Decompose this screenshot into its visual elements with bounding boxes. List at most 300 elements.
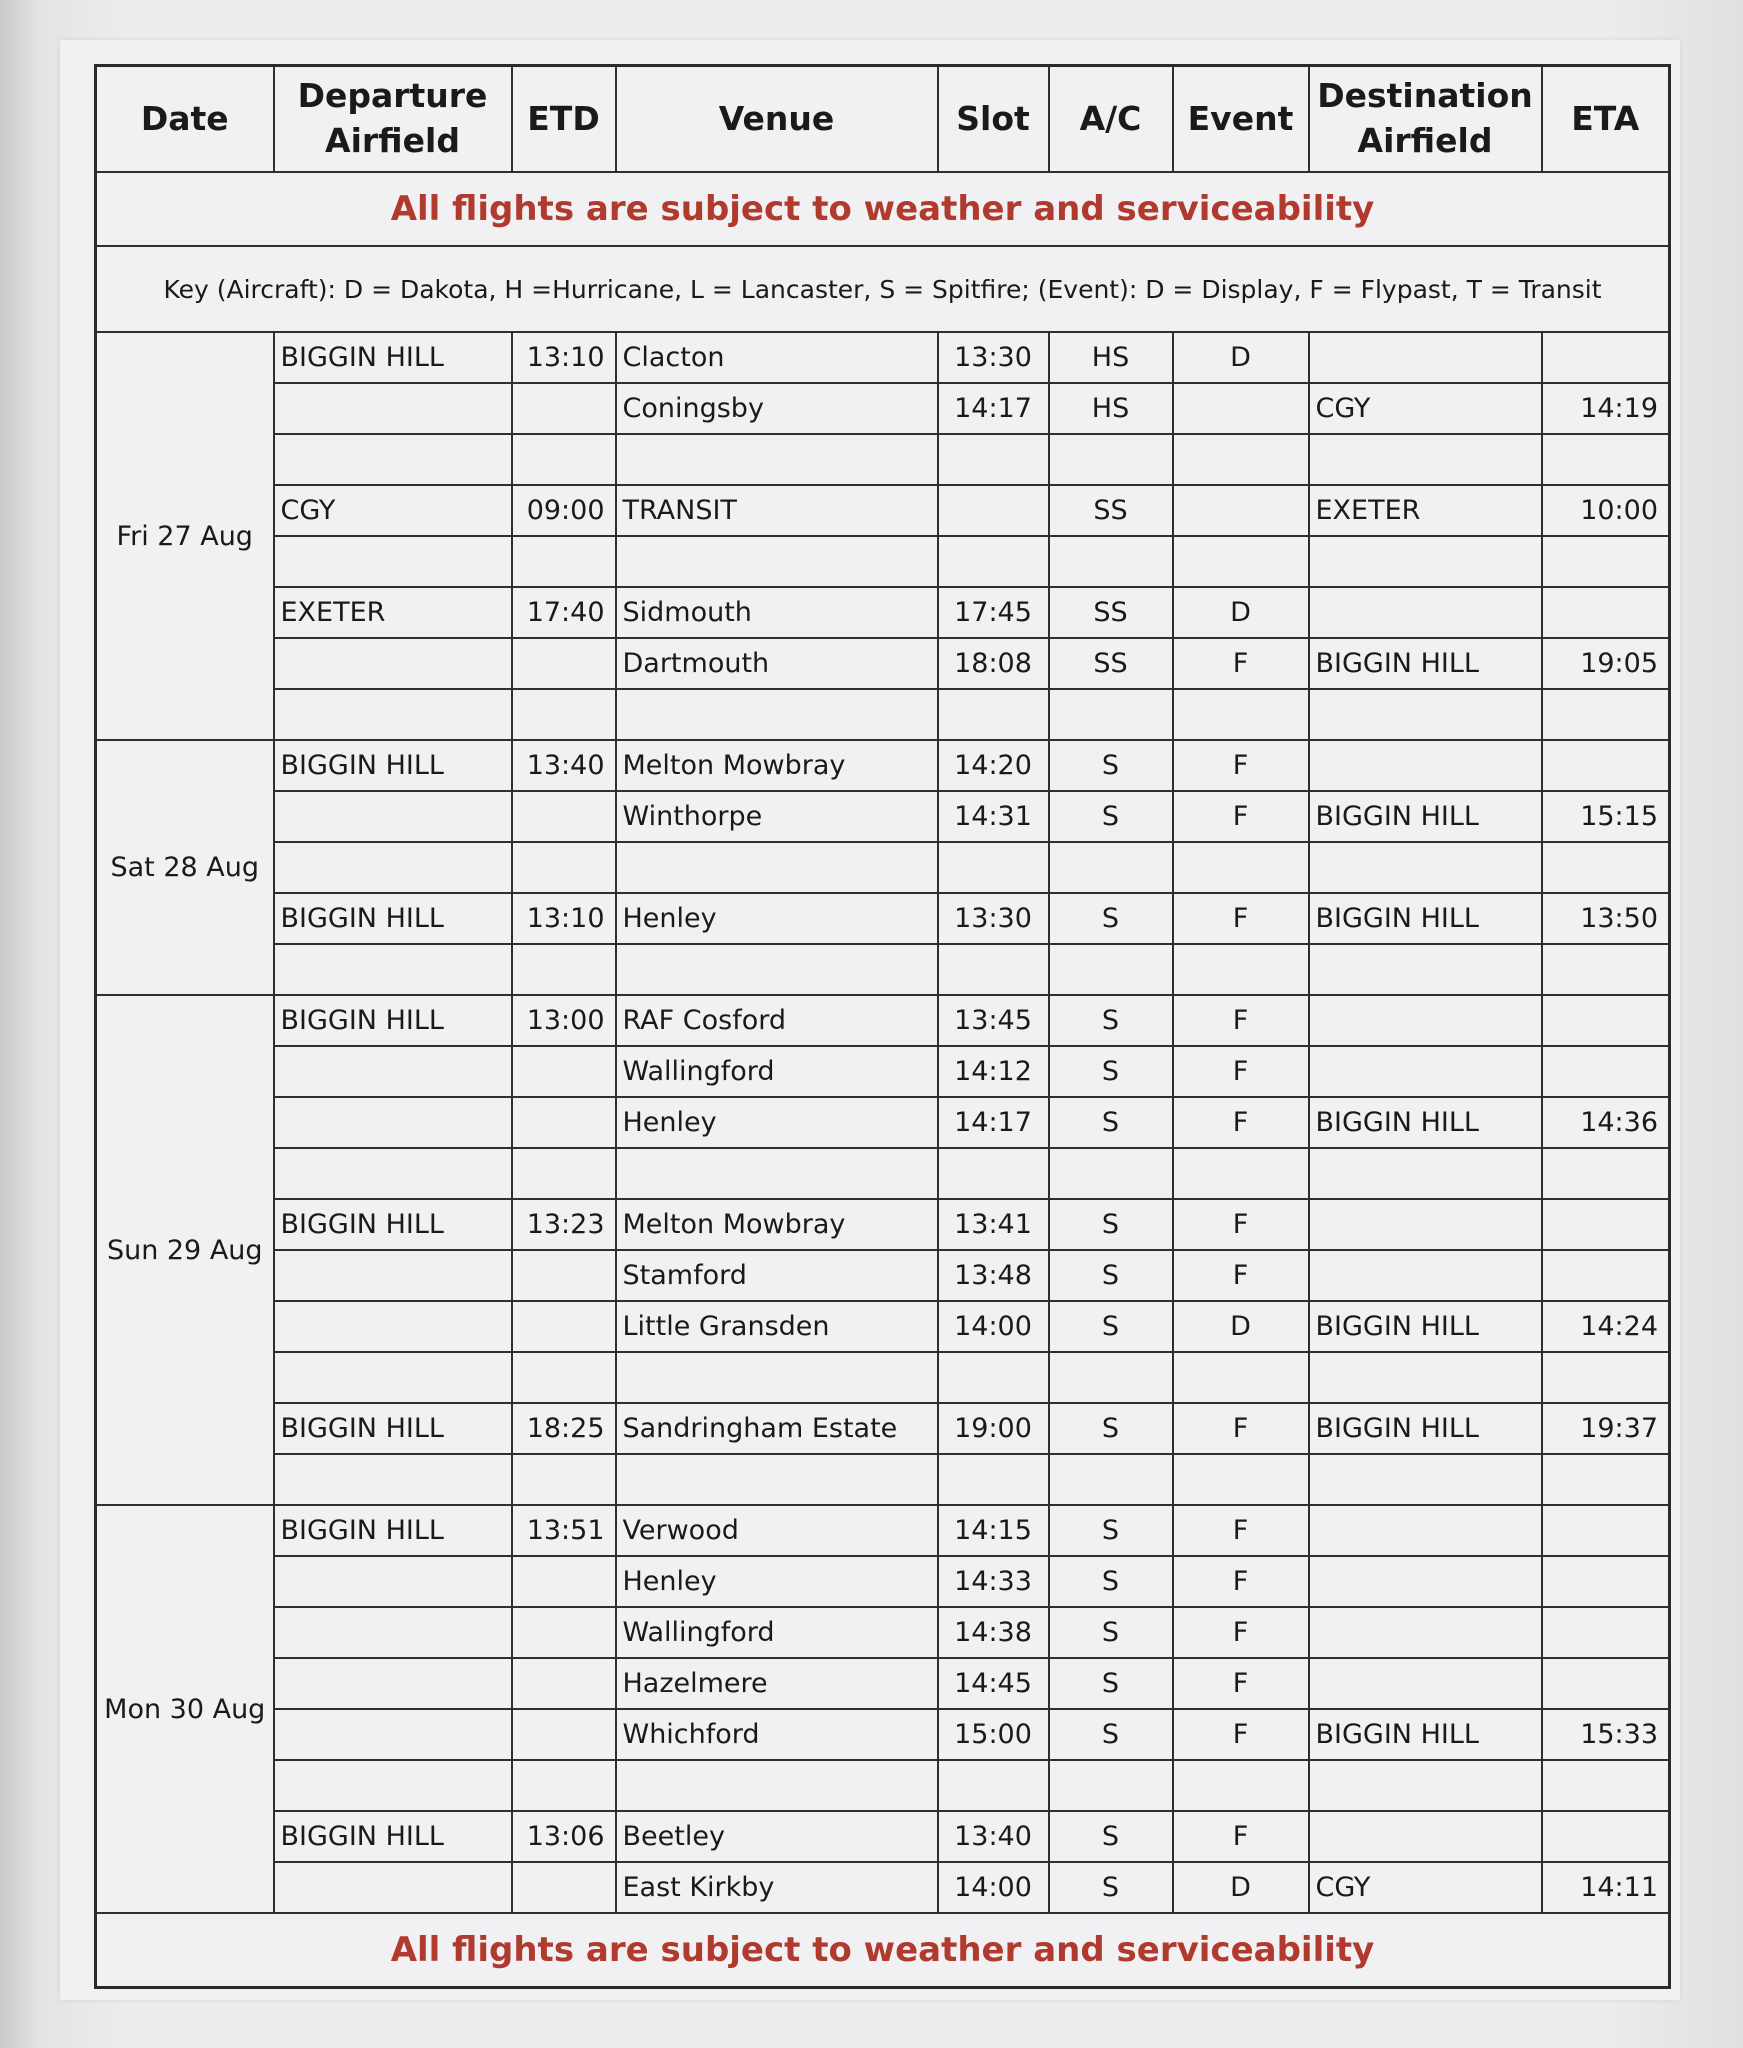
etd-cell bbox=[512, 1352, 616, 1403]
venue-cell: Beetley bbox=[616, 1811, 938, 1862]
etd-cell: 13:06 bbox=[512, 1811, 616, 1862]
event-cell bbox=[1173, 944, 1309, 995]
slot-cell: 14:17 bbox=[938, 1097, 1049, 1148]
etd-cell bbox=[512, 944, 616, 995]
etd-cell: 13:10 bbox=[512, 893, 616, 944]
flight-row bbox=[96, 1556, 1670, 1607]
aircraft-cell: S bbox=[1049, 1403, 1173, 1454]
aircraft-cell: HS bbox=[1049, 332, 1173, 383]
aircraft-cell bbox=[1049, 689, 1173, 740]
eta-cell bbox=[1542, 434, 1670, 485]
weather-notice-top: All flights are subject to weather and serviceability bbox=[96, 172, 1670, 246]
etd-cell: 09:00 bbox=[512, 485, 616, 536]
venue-cell: Melton Mowbray bbox=[616, 1199, 938, 1250]
departure-airfield-cell bbox=[274, 1760, 512, 1811]
departure-airfield-cell bbox=[274, 1709, 512, 1760]
eta-cell bbox=[1542, 689, 1670, 740]
slot-cell: 13:48 bbox=[938, 1250, 1049, 1301]
destination-airfield-cell bbox=[1309, 536, 1542, 587]
venue-cell bbox=[616, 1148, 938, 1199]
etd-cell: 13:23 bbox=[512, 1199, 616, 1250]
eta-cell bbox=[1542, 587, 1670, 638]
event-cell: F bbox=[1173, 638, 1309, 689]
venue-cell bbox=[616, 842, 938, 893]
eta-cell bbox=[1542, 740, 1670, 791]
etd-cell: 13:10 bbox=[512, 332, 616, 383]
departure-airfield-cell bbox=[274, 1250, 512, 1301]
eta-cell bbox=[1542, 1148, 1670, 1199]
etd-cell bbox=[512, 1607, 616, 1658]
destination-airfield-cell bbox=[1309, 1352, 1542, 1403]
flight-row bbox=[96, 1811, 1670, 1862]
slot-cell: 14:00 bbox=[938, 1301, 1049, 1352]
aircraft-cell bbox=[1049, 1148, 1173, 1199]
destination-airfield-cell bbox=[1309, 434, 1542, 485]
departure-airfield-cell bbox=[274, 1301, 512, 1352]
weather-notice-bottom: All flights are subject to weather and serviceability bbox=[96, 1913, 1670, 1988]
event-cell: F bbox=[1173, 1199, 1309, 1250]
departure-airfield-cell: BIGGIN HILL bbox=[274, 332, 512, 383]
destination-airfield-cell: BIGGIN HILL bbox=[1309, 1709, 1542, 1760]
venue-cell: Wallingford bbox=[616, 1046, 938, 1097]
destination-airfield-cell bbox=[1309, 332, 1542, 383]
slot-cell: 13:30 bbox=[938, 893, 1049, 944]
destination-airfield-cell bbox=[1309, 995, 1542, 1046]
slot-cell: 14:00 bbox=[938, 1862, 1049, 1913]
etd-cell bbox=[512, 1454, 616, 1505]
departure-airfield-cell: BIGGIN HILL bbox=[274, 995, 512, 1046]
event-cell: F bbox=[1173, 995, 1309, 1046]
slot-cell: 14:33 bbox=[938, 1556, 1049, 1607]
flight-row bbox=[96, 536, 1670, 587]
departure-airfield-cell bbox=[274, 842, 512, 893]
etd-cell: 17:40 bbox=[512, 587, 616, 638]
eta-cell: 15:15 bbox=[1542, 791, 1670, 842]
header-row bbox=[96, 66, 1670, 173]
venue-cell bbox=[616, 536, 938, 587]
flight-row bbox=[96, 1607, 1670, 1658]
event-cell: D bbox=[1173, 1301, 1309, 1352]
event-cell bbox=[1173, 1454, 1309, 1505]
eta-cell bbox=[1542, 1607, 1670, 1658]
etd-cell bbox=[512, 1301, 616, 1352]
destination-airfield-cell bbox=[1309, 1760, 1542, 1811]
flight-row bbox=[96, 383, 1670, 434]
etd-cell bbox=[512, 638, 616, 689]
etd-cell: 13:40 bbox=[512, 740, 616, 791]
venue-cell bbox=[616, 689, 938, 740]
aircraft-cell bbox=[1049, 536, 1173, 587]
departure-airfield-cell bbox=[274, 1607, 512, 1658]
flight-row bbox=[96, 1709, 1670, 1760]
aircraft-cell: SS bbox=[1049, 485, 1173, 536]
slot-cell: 14:31 bbox=[938, 791, 1049, 842]
departure-airfield-cell bbox=[274, 1046, 512, 1097]
slot-cell: 14:38 bbox=[938, 1607, 1049, 1658]
departure-airfield-cell bbox=[274, 1658, 512, 1709]
slot-cell: 15:00 bbox=[938, 1709, 1049, 1760]
slot-cell bbox=[938, 1352, 1049, 1403]
destination-airfield-cell: BIGGIN HILL bbox=[1309, 638, 1542, 689]
slot-cell: 14:15 bbox=[938, 1505, 1049, 1556]
event-cell bbox=[1173, 689, 1309, 740]
departure-airfield-cell bbox=[274, 944, 512, 995]
event-cell: F bbox=[1173, 791, 1309, 842]
header-venue: Venue bbox=[616, 66, 938, 173]
date-cell: Mon 30 Aug bbox=[96, 1505, 274, 1913]
event-cell: F bbox=[1173, 1046, 1309, 1097]
aircraft-cell: S bbox=[1049, 1097, 1173, 1148]
eta-cell bbox=[1542, 842, 1670, 893]
venue-cell bbox=[616, 1760, 938, 1811]
venue-cell: East Kirkby bbox=[616, 1862, 938, 1913]
departure-airfield-cell bbox=[274, 434, 512, 485]
header-event: Event bbox=[1173, 66, 1309, 173]
slot-cell: 18:08 bbox=[938, 638, 1049, 689]
aircraft-cell bbox=[1049, 1352, 1173, 1403]
notice-row-top bbox=[96, 172, 1670, 246]
flight-row bbox=[96, 1148, 1670, 1199]
aircraft-cell: S bbox=[1049, 995, 1173, 1046]
destination-airfield-cell: BIGGIN HILL bbox=[1309, 1097, 1542, 1148]
flight-row bbox=[96, 587, 1670, 638]
venue-cell bbox=[616, 434, 938, 485]
slot-cell bbox=[938, 485, 1049, 536]
venue-cell: Verwood bbox=[616, 1505, 938, 1556]
flight-row bbox=[96, 485, 1670, 536]
slot-cell: 19:00 bbox=[938, 1403, 1049, 1454]
eta-cell bbox=[1542, 1505, 1670, 1556]
eta-cell bbox=[1542, 1250, 1670, 1301]
date-cell: Sat 28 Aug bbox=[96, 740, 274, 995]
venue-cell: Dartmouth bbox=[616, 638, 938, 689]
eta-cell: 14:24 bbox=[1542, 1301, 1670, 1352]
event-cell bbox=[1173, 1352, 1309, 1403]
event-cell: F bbox=[1173, 1607, 1309, 1658]
eta-cell bbox=[1542, 1199, 1670, 1250]
eta-cell: 13:50 bbox=[1542, 893, 1670, 944]
header-etd: ETD bbox=[512, 66, 616, 173]
venue-cell: Winthorpe bbox=[616, 791, 938, 842]
slot-cell: 14:20 bbox=[938, 740, 1049, 791]
flight-row bbox=[96, 638, 1670, 689]
etd-cell bbox=[512, 434, 616, 485]
departure-airfield-cell: BIGGIN HILL bbox=[274, 1403, 512, 1454]
eta-cell: 15:33 bbox=[1542, 1709, 1670, 1760]
departure-airfield-cell: CGY bbox=[274, 485, 512, 536]
slot-cell: 13:41 bbox=[938, 1199, 1049, 1250]
flight-row bbox=[96, 1250, 1670, 1301]
departure-airfield-cell: BIGGIN HILL bbox=[274, 1505, 512, 1556]
event-cell: D bbox=[1173, 1862, 1309, 1913]
destination-airfield-cell: BIGGIN HILL bbox=[1309, 893, 1542, 944]
aircraft-cell bbox=[1049, 1760, 1173, 1811]
slot-cell: 13:40 bbox=[938, 1811, 1049, 1862]
event-cell bbox=[1173, 842, 1309, 893]
event-cell: F bbox=[1173, 1709, 1309, 1760]
departure-airfield-cell bbox=[274, 638, 512, 689]
slot-cell bbox=[938, 944, 1049, 995]
eta-cell bbox=[1542, 995, 1670, 1046]
departure-airfield-cell bbox=[274, 536, 512, 587]
eta-cell bbox=[1542, 1556, 1670, 1607]
slot-cell: 17:45 bbox=[938, 587, 1049, 638]
departure-airfield-cell: BIGGIN HILL bbox=[274, 1199, 512, 1250]
etd-cell bbox=[512, 1658, 616, 1709]
flight-row bbox=[96, 1097, 1670, 1148]
aircraft-cell: S bbox=[1049, 1505, 1173, 1556]
aircraft-cell bbox=[1049, 944, 1173, 995]
etd-cell bbox=[512, 689, 616, 740]
flight-row bbox=[96, 791, 1670, 842]
destination-airfield-cell bbox=[1309, 587, 1542, 638]
flight-row bbox=[96, 1454, 1670, 1505]
event-cell: F bbox=[1173, 1097, 1309, 1148]
event-cell: F bbox=[1173, 1250, 1309, 1301]
destination-airfield-cell bbox=[1309, 944, 1542, 995]
flight-row bbox=[96, 944, 1670, 995]
slot-cell bbox=[938, 1454, 1049, 1505]
date-cell: Sun 29 Aug bbox=[96, 995, 274, 1505]
eta-cell: 14:19 bbox=[1542, 383, 1670, 434]
departure-airfield-cell bbox=[274, 383, 512, 434]
flight-row bbox=[96, 1352, 1670, 1403]
etd-cell bbox=[512, 1097, 616, 1148]
flight-row bbox=[96, 689, 1670, 740]
departure-airfield-cell: BIGGIN HILL bbox=[274, 1811, 512, 1862]
flight-row bbox=[96, 1760, 1670, 1811]
destination-airfield-cell bbox=[1309, 740, 1542, 791]
slot-cell bbox=[938, 434, 1049, 485]
departure-airfield-cell: BIGGIN HILL bbox=[274, 893, 512, 944]
aircraft-event-key: Key (Aircraft): D = Dakota, H =Hurricane, L = Lancaster, S = Spitfire; (Event): D = Display, F = Flypast, T = Transit bbox=[96, 246, 1670, 332]
flight-row bbox=[96, 1403, 1670, 1454]
aircraft-cell: S bbox=[1049, 1862, 1173, 1913]
flight-row bbox=[96, 893, 1670, 944]
aircraft-cell: S bbox=[1049, 1199, 1173, 1250]
event-cell: D bbox=[1173, 587, 1309, 638]
eta-cell: 14:11 bbox=[1542, 1862, 1670, 1913]
venue-cell: Whichford bbox=[616, 1709, 938, 1760]
header-eta: ETA bbox=[1542, 66, 1670, 173]
aircraft-cell bbox=[1049, 1454, 1173, 1505]
etd-cell: 13:51 bbox=[512, 1505, 616, 1556]
event-cell bbox=[1173, 1760, 1309, 1811]
venue-cell: Coningsby bbox=[616, 383, 938, 434]
departure-airfield-cell bbox=[274, 791, 512, 842]
destination-airfield-cell: BIGGIN HILL bbox=[1309, 1403, 1542, 1454]
header-slot: Slot bbox=[938, 66, 1049, 173]
destination-airfield-cell bbox=[1309, 1454, 1542, 1505]
departure-airfield-cell bbox=[274, 689, 512, 740]
venue-cell: Henley bbox=[616, 1097, 938, 1148]
eta-cell bbox=[1542, 1658, 1670, 1709]
venue-cell bbox=[616, 1352, 938, 1403]
aircraft-cell: S bbox=[1049, 893, 1173, 944]
aircraft-cell: S bbox=[1049, 1607, 1173, 1658]
destination-airfield-cell bbox=[1309, 1811, 1542, 1862]
etd-cell bbox=[512, 1148, 616, 1199]
destination-airfield-cell: EXETER bbox=[1309, 485, 1542, 536]
event-cell: F bbox=[1173, 740, 1309, 791]
destination-airfield-cell bbox=[1309, 1199, 1542, 1250]
venue-cell: RAF Cosford bbox=[616, 995, 938, 1046]
destination-airfield-cell bbox=[1309, 689, 1542, 740]
event-cell: F bbox=[1173, 893, 1309, 944]
aircraft-cell: S bbox=[1049, 1250, 1173, 1301]
venue-cell: Wallingford bbox=[616, 1607, 938, 1658]
event-cell bbox=[1173, 1148, 1309, 1199]
schedule-sheet bbox=[60, 40, 1680, 2000]
etd-cell bbox=[512, 1046, 616, 1097]
departure-airfield-cell: BIGGIN HILL bbox=[274, 740, 512, 791]
etd-cell bbox=[512, 1250, 616, 1301]
eta-cell bbox=[1542, 1760, 1670, 1811]
slot-cell bbox=[938, 1760, 1049, 1811]
slot-cell bbox=[938, 1148, 1049, 1199]
flight-row bbox=[96, 434, 1670, 485]
destination-airfield-cell bbox=[1309, 1556, 1542, 1607]
aircraft-cell bbox=[1049, 434, 1173, 485]
event-cell: F bbox=[1173, 1556, 1309, 1607]
etd-cell bbox=[512, 1862, 616, 1913]
flight-row bbox=[96, 1046, 1670, 1097]
departure-airfield-cell bbox=[274, 1454, 512, 1505]
eta-cell: 10:00 bbox=[1542, 485, 1670, 536]
header-aircraft: A/C bbox=[1049, 66, 1173, 173]
eta-cell bbox=[1542, 944, 1670, 995]
flight-row bbox=[96, 332, 1670, 383]
aircraft-cell: S bbox=[1049, 1709, 1173, 1760]
flight-schedule-table bbox=[94, 64, 1671, 1989]
venue-cell: Melton Mowbray bbox=[616, 740, 938, 791]
slot-cell bbox=[938, 842, 1049, 893]
etd-cell bbox=[512, 536, 616, 587]
flight-row bbox=[96, 1658, 1670, 1709]
destination-airfield-cell bbox=[1309, 1250, 1542, 1301]
aircraft-cell: S bbox=[1049, 1556, 1173, 1607]
flight-row bbox=[96, 740, 1670, 791]
destination-airfield-cell: CGY bbox=[1309, 1862, 1542, 1913]
eta-cell: 14:36 bbox=[1542, 1097, 1670, 1148]
event-cell bbox=[1173, 536, 1309, 587]
notice-row-bottom bbox=[96, 1913, 1670, 1988]
etd-cell bbox=[512, 1709, 616, 1760]
slot-cell: 13:45 bbox=[938, 995, 1049, 1046]
eta-cell bbox=[1542, 1454, 1670, 1505]
destination-airfield-cell bbox=[1309, 842, 1542, 893]
venue-cell: Little Gransden bbox=[616, 1301, 938, 1352]
aircraft-cell: SS bbox=[1049, 638, 1173, 689]
aircraft-cell: S bbox=[1049, 1658, 1173, 1709]
departure-airfield-cell bbox=[274, 1097, 512, 1148]
destination-airfield-cell bbox=[1309, 1148, 1542, 1199]
event-cell bbox=[1173, 383, 1309, 434]
etd-cell bbox=[512, 1556, 616, 1607]
slot-cell: 14:45 bbox=[938, 1658, 1049, 1709]
event-cell: F bbox=[1173, 1658, 1309, 1709]
destination-airfield-cell: BIGGIN HILL bbox=[1309, 1301, 1542, 1352]
aircraft-cell: HS bbox=[1049, 383, 1173, 434]
venue-cell: Henley bbox=[616, 1556, 938, 1607]
flight-row bbox=[96, 1301, 1670, 1352]
venue-cell: TRANSIT bbox=[616, 485, 938, 536]
etd-cell: 18:25 bbox=[512, 1403, 616, 1454]
eta-cell bbox=[1542, 1811, 1670, 1862]
flight-row bbox=[96, 1505, 1670, 1556]
venue-cell bbox=[616, 1454, 938, 1505]
eta-cell: 19:05 bbox=[1542, 638, 1670, 689]
etd-cell bbox=[512, 791, 616, 842]
event-cell bbox=[1173, 485, 1309, 536]
destination-airfield-cell bbox=[1309, 1607, 1542, 1658]
departure-airfield-cell bbox=[274, 1352, 512, 1403]
venue-cell: Sidmouth bbox=[616, 587, 938, 638]
flight-row bbox=[96, 1862, 1670, 1913]
key-row bbox=[96, 246, 1670, 332]
aircraft-cell: S bbox=[1049, 791, 1173, 842]
aircraft-cell: S bbox=[1049, 1811, 1173, 1862]
departure-airfield-cell bbox=[274, 1862, 512, 1913]
header-date: Date bbox=[96, 66, 274, 173]
event-cell: D bbox=[1173, 332, 1309, 383]
flight-row bbox=[96, 995, 1670, 1046]
date-cell: Fri 27 Aug bbox=[96, 332, 274, 740]
eta-cell bbox=[1542, 536, 1670, 587]
slot-cell bbox=[938, 689, 1049, 740]
flight-row bbox=[96, 1199, 1670, 1250]
event-cell: F bbox=[1173, 1811, 1309, 1862]
header-departure-airfield: Departure Airfield bbox=[274, 66, 512, 173]
aircraft-cell bbox=[1049, 842, 1173, 893]
destination-airfield-cell bbox=[1309, 1046, 1542, 1097]
etd-cell bbox=[512, 383, 616, 434]
departure-airfield-cell: EXETER bbox=[274, 587, 512, 638]
slot-cell: 14:12 bbox=[938, 1046, 1049, 1097]
eta-cell bbox=[1542, 1352, 1670, 1403]
aircraft-cell: S bbox=[1049, 1046, 1173, 1097]
destination-airfield-cell bbox=[1309, 1505, 1542, 1556]
eta-cell bbox=[1542, 1046, 1670, 1097]
etd-cell bbox=[512, 1760, 616, 1811]
venue-cell: Hazelmere bbox=[616, 1658, 938, 1709]
event-cell bbox=[1173, 434, 1309, 485]
event-cell: F bbox=[1173, 1505, 1309, 1556]
slot-cell bbox=[938, 536, 1049, 587]
schedule-body bbox=[96, 172, 1670, 1913]
venue-cell: Sandringham Estate bbox=[616, 1403, 938, 1454]
aircraft-cell: SS bbox=[1049, 587, 1173, 638]
slot-cell: 14:17 bbox=[938, 383, 1049, 434]
etd-cell: 13:00 bbox=[512, 995, 616, 1046]
venue-cell bbox=[616, 944, 938, 995]
eta-cell: 19:37 bbox=[1542, 1403, 1670, 1454]
destination-airfield-cell: BIGGIN HILL bbox=[1309, 791, 1542, 842]
eta-cell bbox=[1542, 332, 1670, 383]
header-destination-airfield: Destination Airfield bbox=[1309, 66, 1542, 173]
venue-cell: Clacton bbox=[616, 332, 938, 383]
venue-cell: Henley bbox=[616, 893, 938, 944]
event-cell: F bbox=[1173, 1403, 1309, 1454]
slot-cell: 13:30 bbox=[938, 332, 1049, 383]
departure-airfield-cell bbox=[274, 1148, 512, 1199]
destination-airfield-cell: CGY bbox=[1309, 383, 1542, 434]
flight-row bbox=[96, 842, 1670, 893]
destination-airfield-cell bbox=[1309, 1658, 1542, 1709]
departure-airfield-cell bbox=[274, 1556, 512, 1607]
venue-cell: Stamford bbox=[616, 1250, 938, 1301]
etd-cell bbox=[512, 842, 616, 893]
